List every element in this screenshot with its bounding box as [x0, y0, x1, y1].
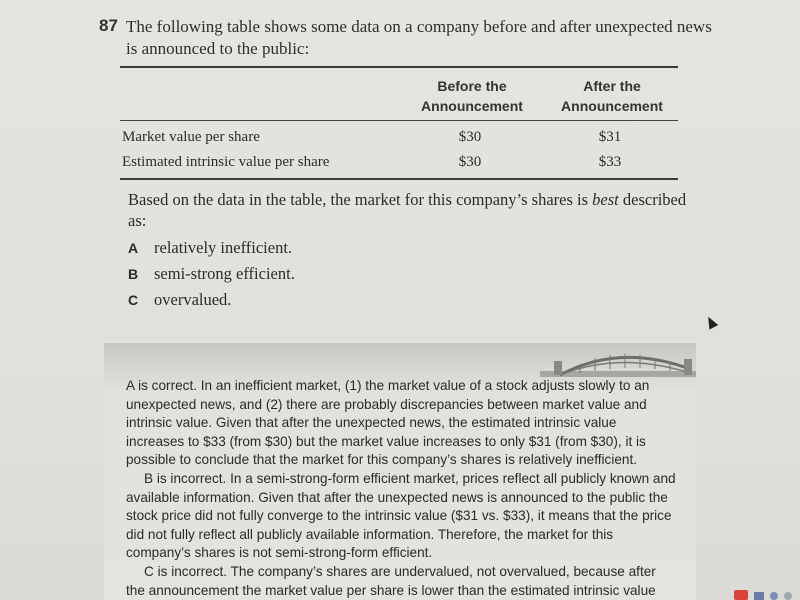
prompt-emphasis: best [592, 190, 619, 209]
question-stem: The following table shows some data on a company before and after unexpected news is announced to the public: [126, 17, 712, 58]
explanation-a: A is correct. In an inefficient market, (1) the market value of a stock adjusts slowly to an unexpected news, and (2) there are probably discrepancies between market value and intrinsic value. Given that after the unexpected news, the estimated intrinsic value increases to $33 (from $30) but the market value increases to only $31 (from $30), it is possible to conclude that the market for this company’s shares is relatively inefficient. [126, 378, 650, 468]
taskbar-icons [734, 588, 800, 600]
prompt-text: Based on the data in the table, the market for this company’s shares is [128, 190, 593, 209]
option-letter: B [128, 266, 139, 282]
option-a [128, 237, 292, 259]
option-b [128, 263, 295, 285]
answer-explanation [126, 377, 678, 600]
option-text: relatively inefficient. [154, 238, 293, 257]
option-letter: C [128, 292, 139, 308]
explanation-c: C is incorrect. The company’s shares are undervalued, not overvalued, because after the announcement the market value per share is lower than the estimated intrinsic value [126, 563, 656, 598]
row-label: Market value per share [122, 129, 260, 145]
row-label: Estimated intrinsic value per share [122, 154, 330, 170]
table-bottom-rule [120, 178, 678, 180]
row-after-value: $33 [598, 154, 622, 170]
table-top-rule [120, 66, 678, 68]
table-row [120, 126, 678, 148]
mouse-pointer-icon [704, 314, 718, 329]
prompt-text-end: described as: [128, 190, 687, 230]
header-before: Before the Announcement [421, 78, 523, 114]
option-text: semi-strong efficient. [154, 264, 295, 283]
row-before-value: $30 [458, 129, 482, 145]
row-after-value: $31 [598, 129, 622, 145]
header-after: After the Announcement [561, 78, 663, 114]
explanation-b: B is incorrect. In a semi-strong-form efficient market, prices reflect all publicly known and available information. Given that after the unexpected news is announced to the public the stock price did not fully converge to the intrinsic value ($31 vs. $33), it means that the price did not fully reflect all publicly available information. Therefore, the market for this company’s shares is not semi-strong-form efficient. [126, 470, 676, 561]
table-header-rule [120, 120, 678, 121]
table-row [120, 151, 678, 173]
row-before-value: $30 [458, 154, 482, 170]
bridge-illustration-icon [540, 347, 696, 377]
question-number: 87 [99, 16, 118, 35]
option-text: overvalued. [154, 290, 232, 309]
option-letter: A [128, 240, 139, 256]
option-c [128, 289, 231, 311]
question-prompt [128, 189, 688, 231]
